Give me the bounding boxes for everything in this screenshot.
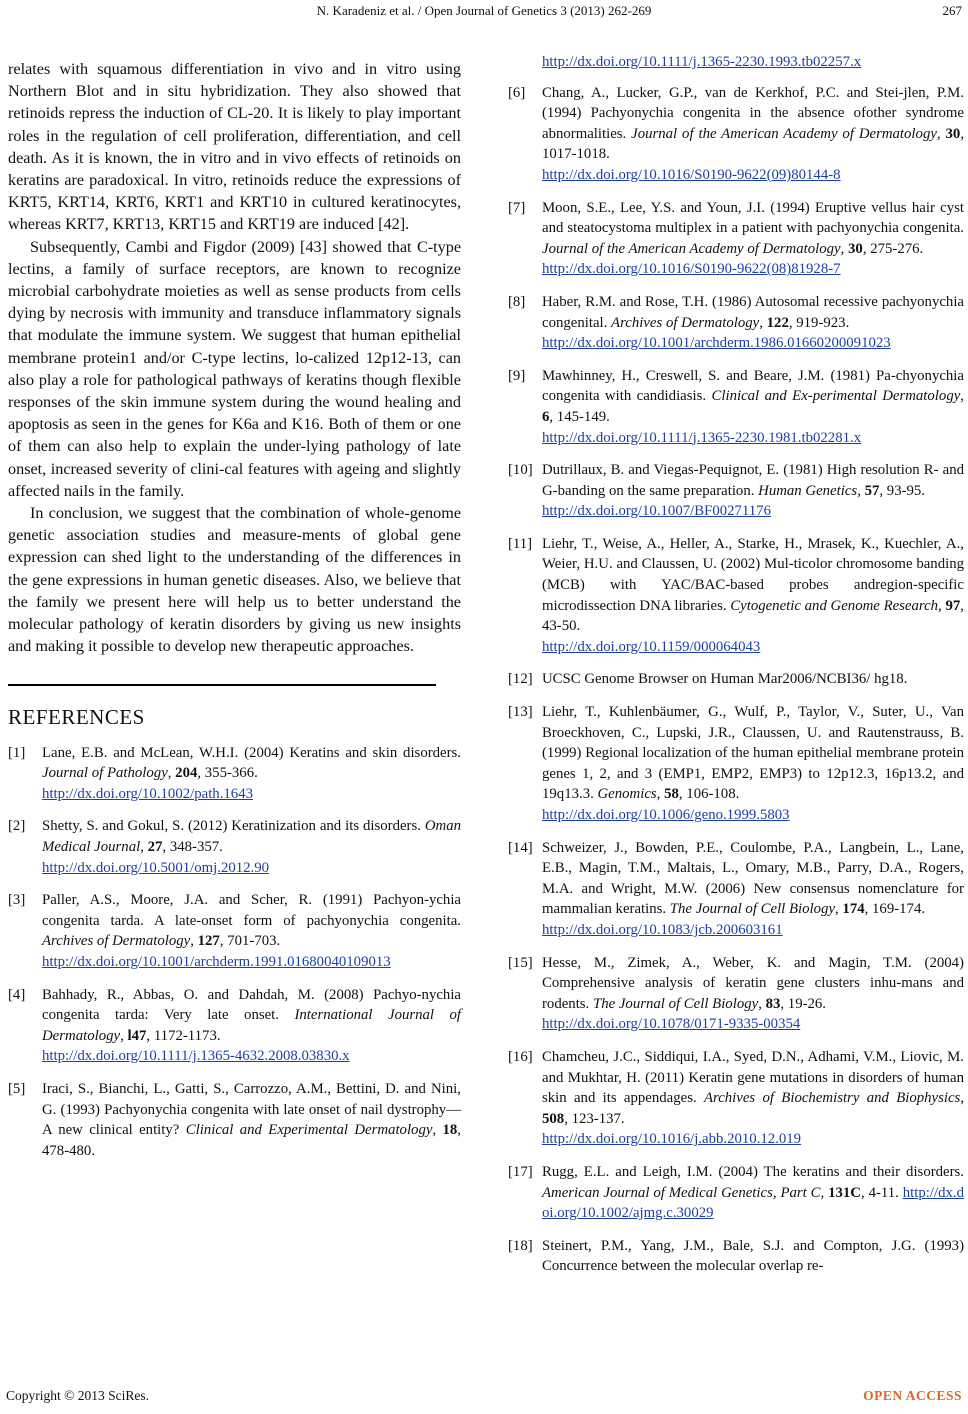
reference-pages: , 43-50.: [542, 597, 964, 635]
left-column: [8, 58, 461, 1173]
reference-text: Iraci, S., Bianchi, L., Gatti, S., Carrozzo, A.M., Bettini, D. and Nini, G. (1993) Pachyonychia congenita with late onset of nail dystrophy—A new clinical entity? Clinical and Experimental Dermatology, 18, 478-480.: [42, 1081, 461, 1159]
reference-text: Chang, A., Lucker, G.P., van de Kerkhof, P.C. and Stei-jlen, P.M. (1994) Pachyonychia congenita in the absence ofother syndrome abnormalities. Journal of the American Academy of Dermatology, 30, 1017-1018. http://dx.doi.org/10.1016/S0190-9622(09)80144-8: [542, 83, 964, 186]
reference-item: [508, 83, 964, 186]
page-header: [0, 3, 968, 29]
body-paragraph-1: relates with squamous differentiation in vivo and in vitro using Northern Blot and in situ hybridization. They also showed that retinoids repress the induction of CL-20. It is likely to play important roles in the regulation of cell proliferation, differentiation, and cell death. As it is known, the in vitro and in vivo effects of retinoids on keratins are paradoxical. In vitro, retinoids reduce the expressions of KRT5, KRT14, KRT6, KRT1 and KRT10 in cultured keratinocytes, whereas KRT7, KRT13, KRT15 and KRT19 are induced [42].: [8, 60, 461, 234]
reference-volume: 508: [542, 1110, 565, 1127]
reference-volume: 57: [864, 482, 880, 499]
reference-authors-title: Rugg, E.L. and Leigh, I.M. (2004) The keratins and their disorders.: [542, 1163, 964, 1180]
reference-pages: , 169-174.: [864, 901, 926, 918]
reference-pages: , 1172-1173.: [146, 1027, 221, 1044]
reference-item: [508, 838, 964, 941]
reference-number: [16]: [508, 1048, 533, 1065]
reference-item: [8, 890, 461, 972]
reference-pages: , 348-357.: [162, 839, 223, 856]
reference-link[interactable]: http://dx.doi.org/10.1111/j.1365-2230.1993.tb02257.x: [542, 54, 862, 70]
reference-text: Haber, R.M. and Rose, T.H. (1986) Autosomal recessive pachyonychia congenital. Archives of Dermatology, 122, 919-923. http://dx.doi.org/10.1001/archderm.1986.01660200091023: [542, 292, 964, 354]
reference-item: [508, 1162, 964, 1224]
reference-journal: Journal of Pathology: [42, 765, 168, 782]
reference-pages: , 355-366.: [197, 765, 258, 782]
reference-number: [17]: [508, 1163, 533, 1180]
reference-pages: , 19-26.: [780, 995, 827, 1012]
running-head: N. Karadeniz et al. / Open Journal of Genetics 3 (2013) 262-269: [316, 3, 652, 18]
page-number: 267: [942, 3, 962, 18]
reference-text: [542, 1236, 964, 1277]
reference-link[interactable]: http://dx.doi.org/10.1001/archderm.1991.01680040109013: [42, 954, 391, 971]
reference-item: [508, 366, 964, 448]
section-divider: [8, 684, 436, 686]
reference-volume: 97: [945, 597, 961, 614]
reference-item: [508, 292, 964, 354]
reference-authors-title: Dutrillaux, B. and Viegas-Pequignot, E. (1981) High resolution R- and G-banding on the same preparation.: [542, 462, 964, 499]
reference-authors-title: Shetty, S. and Gokul, S. (2012) Keratinization and its disorders.: [42, 818, 425, 835]
reference-number: [15]: [508, 954, 533, 971]
reference-authors-title: Moon, S.E., Lee, Y.S. and Youn, J.I. (1994) Eruptive vellus hair cyst and steatocystoma multiplex in a patient with pachyonychia congenita.: [542, 199, 964, 237]
reference-authors-title: Schweizer, J., Bowden, P.E., Coulombe, P.A., Langbein, L., Lane, E.B., Magin, T.M., Maltais, L., Omary, M.B., Parry, D.A., Rogers, M.A. and Wright, M.W. (2006) New consensus nomenclature for mammalian keratins.: [542, 839, 964, 918]
reference-item: [8, 985, 461, 1067]
reference-journal: Journal of the American Academy of Dermatology: [631, 125, 937, 142]
reference-text: Moon, S.E., Lee, Y.S. and Youn, J.I. (1994) Eruptive vellus hair cyst and steatocystoma multiplex in a patient with pachyonychia congenita. Journal of the American Academy of Dermatology, 30, 275-276. http://dx.doi.org/10.1016/S0190-9622(08)81928-7: [542, 198, 964, 280]
reference-number: [8]: [508, 293, 526, 310]
reference-journal: The Journal of Cell Biology: [592, 995, 759, 1012]
reference-authors-title: Haber, R.M. and Rose, T.H. (1986) Autosomal recessive pachyonychia congenital.: [542, 293, 964, 331]
reference-volume: 83: [765, 995, 781, 1012]
continued-reference-link-row: [508, 52, 964, 73]
reference-pages: , 145-149.: [549, 408, 610, 425]
reference-journal: International Journal of Dermatology: [42, 1007, 461, 1044]
reference-authors-title: Steinert, P.M., Yang, J.M., Bale, S.J. and Compton, J.G. (1993) Concurrence between the molecular overlap re-: [542, 1237, 964, 1275]
reference-text: Mawhinney, H., Creswell, S. and Beare, J.M. (1981) Pa-chyonychia congenita with candidiasis. Clinical and Ex-perimental Dermatology, 6, 145-149. http://dx.doi.org/10.1111/j.1365-2230.1981.tb02281.x: [542, 366, 964, 448]
reference-pages: , 4-11.: [861, 1184, 903, 1201]
reference-number: [5]: [8, 1081, 26, 1097]
reference-link[interactable]: http://dx.doi.org/10.1016/S0190-9622(08)81928-7: [542, 261, 841, 278]
reference-item: [8, 1079, 461, 1161]
reference-pages: , 93-95.: [879, 482, 926, 499]
reference-link[interactable]: http://dx.doi.org/10.1016/j.abb.2010.12.019: [542, 1131, 802, 1148]
reference-journal: Oman Medical Journal: [42, 818, 461, 856]
reference-journal: Archives of Dermatology: [42, 933, 191, 950]
reference-journal: Cytogenetic and Genome Research: [730, 597, 939, 614]
reference-text: Hesse, M., Zimek, A., Weber, K. and Magin, T.M. (2004) Comprehensive analysis of keratin gene clusters inhu-mans and rodents. The Journal of Cell Biology, 83, 19-26. http://dx.doi.org/10.1078/0171-9335-00354: [542, 953, 964, 1035]
right-column: [508, 52, 964, 1289]
reference-item: [508, 702, 964, 826]
reference-text: Lane, E.B. and McLean, W.H.I. (2004) Keratins and skin disorders. Journal of Pathology, 204, 355-366. http://dx.doi.org/10.1002/path.1643: [42, 743, 461, 805]
reference-number: [18]: [508, 1237, 533, 1254]
body-paragraph-3: In conclusion, we suggest that the combination of whole-genome genetic association studies and measure-ments of global gene expression can shed light to the understanding of the differences in the gene expressions in human genetic diseases. Also, we believe that the family we present here will help us to better understand the molecular pathology of keratin disorders by giving us new insights and making it possible to develop new therapeutic approaches.: [8, 504, 461, 656]
reference-volume: 122: [766, 314, 789, 331]
reference-authors-title: Lane, E.B. and McLean, W.H.I. (2004) Keratins and skin disorders.: [42, 744, 461, 761]
reference-journal: Archives of Biochemistry and Biophysics: [703, 1090, 961, 1107]
reference-journal: Journal of the American Academy of Dermatology: [542, 240, 841, 257]
reference-text: Shetty, S. and Gokul, S. (2012) Keratinization and its disorders. Oman Medical Journal, 27, 348-357. http://dx.doi.org/10.5001/omj.2012.90: [42, 816, 461, 878]
reference-number: [10]: [508, 462, 533, 479]
reference-volume: 30: [848, 240, 863, 257]
reference-volume: 6: [542, 408, 550, 425]
reference-list-right: [508, 83, 964, 1277]
reference-journal: Human Genetics: [758, 482, 858, 499]
reference-volume: 18: [442, 1122, 458, 1139]
reference-list-left: [8, 743, 461, 1162]
reference-link[interactable]: http://dx.doi.org/10.1001/archderm.1986.01660200091023: [542, 335, 891, 352]
reference-item: [508, 669, 964, 690]
reference-item: [508, 1236, 964, 1277]
reference-number: [6]: [508, 84, 526, 101]
reference-authors-title: Liehr, T., Kuhlenbäumer, G., Wulf, P., Taylor, V., Suter, U., Van Broeckhoven, C., Lupski, J.R., Claussen, U. and Rautenstrauss, B. (1999) Regional localization of the human epithelial membrane protein genes 1, 2, and 3 (EMP1, EMP2, EMP3) to 12p12.3, 16p13.2, and 19q13.3.: [542, 704, 964, 803]
reference-authors-title: Hesse, M., Zimek, A., Weber, K. and Magin, T.M. (2004) Comprehensive analysis of keratin gene clusters inhu-mans and rodents.: [542, 954, 964, 1012]
reference-text: Dutrillaux, B. and Viegas-Pequignot, E. (1981) High resolution R- and G-banding on the same preparation. Human Genetics, 57, 93-95. http://dx.doi.org/10.1007/BF00271176: [542, 460, 964, 522]
reference-link[interactable]: http://dx.doi.org/10.1159/000064043: [542, 638, 761, 655]
reference-item: [508, 460, 964, 522]
reference-item: [8, 743, 461, 805]
reference-authors-title: UCSC Genome Browser on Human Mar2006/NCBI36/ hg18.: [542, 671, 908, 688]
reference-authors-title: Paller, A.S., Moore, J.A. and Scher, R. (1991) Pachyon-ychia congenita tarda. A late-onset form of pachyonychia congenita.: [42, 892, 461, 929]
reference-link[interactable]: http://dx.doi.org/10.1016/S0190-9622(09)80144-8: [542, 166, 841, 183]
reference-volume: 30: [945, 125, 961, 142]
reference-item: [508, 534, 964, 658]
reference-volume: 27: [147, 839, 163, 856]
reference-number: [12]: [508, 671, 533, 688]
reference-volume: 131C: [828, 1184, 861, 1201]
reference-journal: Genomics: [597, 786, 657, 803]
reference-pages: , 478-480.: [42, 1122, 461, 1159]
reference-number: [4]: [8, 986, 26, 1003]
reference-pages: , 919-923.: [788, 314, 850, 331]
reference-authors-title: Chamcheu, J.C., Siddiqui, I.A., Syed, D.N., Adhami, V.M., Liovic, M. and Mukhtar, H. (2011) Keratin gene mutations in disorders of human skin and its appendages.: [542, 1048, 964, 1107]
reference-link[interactable]: http://dx.doi.org/10.1006/geno.1999.5803: [542, 807, 790, 823]
reference-number: [2]: [8, 818, 26, 835]
reference-pages: , 123-137.: [564, 1110, 625, 1127]
reference-link[interactable]: http://dx.doi.org/10.1111/j.1365-4632.2008.03830.x: [42, 1048, 350, 1065]
references-heading: REFERENCES: [8, 705, 145, 730]
reference-text: Rugg, E.L. and Leigh, I.M. (2004) The keratins and their disorders. American Journal of Medical Genetics, Part C, 131C, 4-11. http://dx.doi.org/10.1002/ajmg.c.30029: [542, 1163, 964, 1222]
reference-authors-title: Mawhinney, H., Creswell, S. and Beare, J.M. (1981) Pa-chyonychia congenita with candidiasis.: [542, 367, 964, 405]
reference-text: Chamcheu, J.C., Siddiqui, I.A., Syed, D.N., Adhami, V.M., Liovic, M. and Mukhtar, H. (2011) Keratin gene mutations in disorders of human skin and its appendages. Archives of Biochemistry and Biophysics, 508, 123-137. http://dx.doi.org/10.1016/j.abb.2010.12.019: [542, 1047, 964, 1150]
reference-link[interactable]: http://dx.doi.org/10.5001/omj.2012.90: [42, 859, 270, 876]
reference-link[interactable]: http://dx.doi.org/10.1083/jcb.200603161: [542, 921, 783, 938]
reference-item: [8, 816, 461, 878]
reference-number: [3]: [8, 892, 26, 909]
reference-volume: 204: [175, 765, 198, 782]
reference-pages: , 106-108.: [678, 786, 740, 803]
reference-authors-title: Iraci, S., Bianchi, L., Gatti, S., Carrozzo, A.M., Bettini, D. and Nini, G. (1993) Pachyonychia congenita with late onset of nail dystrophy—A new clinical entity?: [42, 1081, 461, 1139]
reference-link[interactable]: http://dx.doi.org/10.1111/j.1365-2230.1981.tb02281.x: [542, 429, 862, 446]
reference-volume: 174: [842, 901, 865, 918]
reference-text: Bahhady, R., Abbas, O. and Dahdah, M. (2008) Pachyo-nychia congenita tarda: Very late onset. International Journal of Dermatology, l47, 1172-1173. http://dx.doi.org/10.1111/j.1365-4632.2008.03830.x: [42, 985, 461, 1067]
reference-number: [7]: [508, 199, 526, 216]
reference-item: [508, 1047, 964, 1150]
reference-journal: Archives of Dermatology: [611, 314, 760, 331]
reference-text: Paller, A.S., Moore, J.A. and Scher, R. (1991) Pachyon-ychia congenita tarda. A late-onset form of pachyonychia congenita. Archives of Dermatology, 127, 701-703. http://dx.doi.org/10.1001/archderm.1991.01680040109013: [42, 890, 461, 972]
reference-pages: , 1017-1018.: [542, 125, 965, 163]
reference-text: Schweizer, J., Bowden, P.E., Coulombe, P.A., Langbein, L., Lane, E.B., Magin, T.M., Maltais, L., Omary, M.B., Parry, D.A., Rogers, M.A. and Wright, M.W. (2006) New consensus nomenclature for mammalian keratins. The Journal of Cell Biology, 174, 169-174. http://dx.doi.org/10.1083/jcb.200603161: [542, 838, 964, 941]
reference-link[interactable]: http://dx.doi.org/10.1002/ajmg.c.30029: [542, 1184, 964, 1222]
reference-volume: l47: [127, 1027, 147, 1044]
reference-volume: 127: [197, 933, 220, 950]
reference-volume: 58: [664, 786, 679, 803]
reference-pages: , 275-276.: [862, 240, 924, 257]
reference-journal: Clinical and Ex-perimental Dermatology: [711, 388, 961, 405]
reference-number: [11]: [508, 535, 533, 552]
reference-number: [1]: [8, 744, 26, 761]
reference-link[interactable]: http://dx.doi.org/10.1078/0171-9335-00354: [542, 1016, 801, 1033]
reference-number: [14]: [508, 839, 533, 856]
body-paragraph-2: Subsequently, Cambi and Figdor (2009) [43] showed that C-type lectins, a family of surface receptors, are known to recognize microbial carbohydrate moieties as well as sense products from cells dying by necrosis with immunity and transduce inflammatory signals that modulate the immune system. We suggest that human epithelial membrane protein1 and/or C-type lectins, lo-calized 12p12-13, can also play a role for pathological pathways of keratins though flexible responses of the skin immune system during the wound healing and apoptosis as seen in the genes for K6a and K16. Both of them or one of them can also help to explain the under-lying pathology of late onset, increased severity of clini-cal features with ageing and slightly affected nails in the family.: [8, 237, 461, 500]
reference-link[interactable]: http://dx.doi.org/10.1007/BF00271176: [542, 503, 771, 520]
reference-authors-title: Chang, A., Lucker, G.P., van de Kerkhof, P.C. and Stei-jlen, P.M. (1994) Pachyonychia congenita in the absence ofother syndrome abnormalities.: [542, 84, 964, 142]
reference-journal: American Journal of Medical Genetics, Part C: [542, 1184, 821, 1201]
reference-number: [13]: [508, 704, 533, 721]
reference-text: [542, 669, 964, 690]
reference-number: [9]: [508, 367, 526, 384]
reference-pages: , 701-703.: [219, 933, 281, 950]
reference-authors-title: Liehr, T., Weise, A., Heller, A., Starke, H., Mrasek, K., Kuechler, A., Weier, H.U. and Claussen, U. (2002) Mul-ticolor chromosome banding (MCB) with YAC/BAC-based probes andregion-specific microdissection DNA libraries.: [542, 535, 964, 614]
reference-authors-title: Bahhady, R., Abbas, O. and Dahdah, M. (2008) Pachyo-nychia congenita tarda: Very late onset.: [42, 986, 461, 1024]
reference-item: [508, 198, 964, 280]
reference-journal: Clinical and Experimental Dermatology: [185, 1122, 433, 1139]
reference-link[interactable]: http://dx.doi.org/10.1002/path.1643: [42, 785, 253, 802]
open-access-badge: OPEN ACCESS: [863, 1388, 962, 1403]
copyright-notice: Copyright © 2013 SciRes.: [6, 1388, 150, 1403]
reference-text: Liehr, T., Weise, A., Heller, A., Starke, H., Mrasek, K., Kuechler, A., Weier, H.U. and Claussen, U. (2002) Mul-ticolor chromosome banding (MCB) with YAC/BAC-based probes andregion-specific microdissection DNA libraries. Cytogenetic and Genome Research, 97, 43-50. http://dx.doi.org/10.1159/000064043: [542, 534, 964, 658]
reference-text: Liehr, T., Kuhlenbäumer, G., Wulf, P., Taylor, V., Suter, U., Van Broeckhoven, C., Lupski, J.R., Claussen, U. and Rautenstrauss, B. (1999) Regional localization of the human epithelial membrane protein genes 1, 2, and 3 (EMP1, EMP2, EMP3) to 12p12.3, 16p13.2, and 19q13.3. Genomics, 58, 106-108. http://dx.doi.org/10.1006/geno.1999.5803: [542, 702, 964, 826]
reference-item: [508, 953, 964, 1035]
reference-journal: The Journal of Cell Biology: [669, 901, 836, 918]
